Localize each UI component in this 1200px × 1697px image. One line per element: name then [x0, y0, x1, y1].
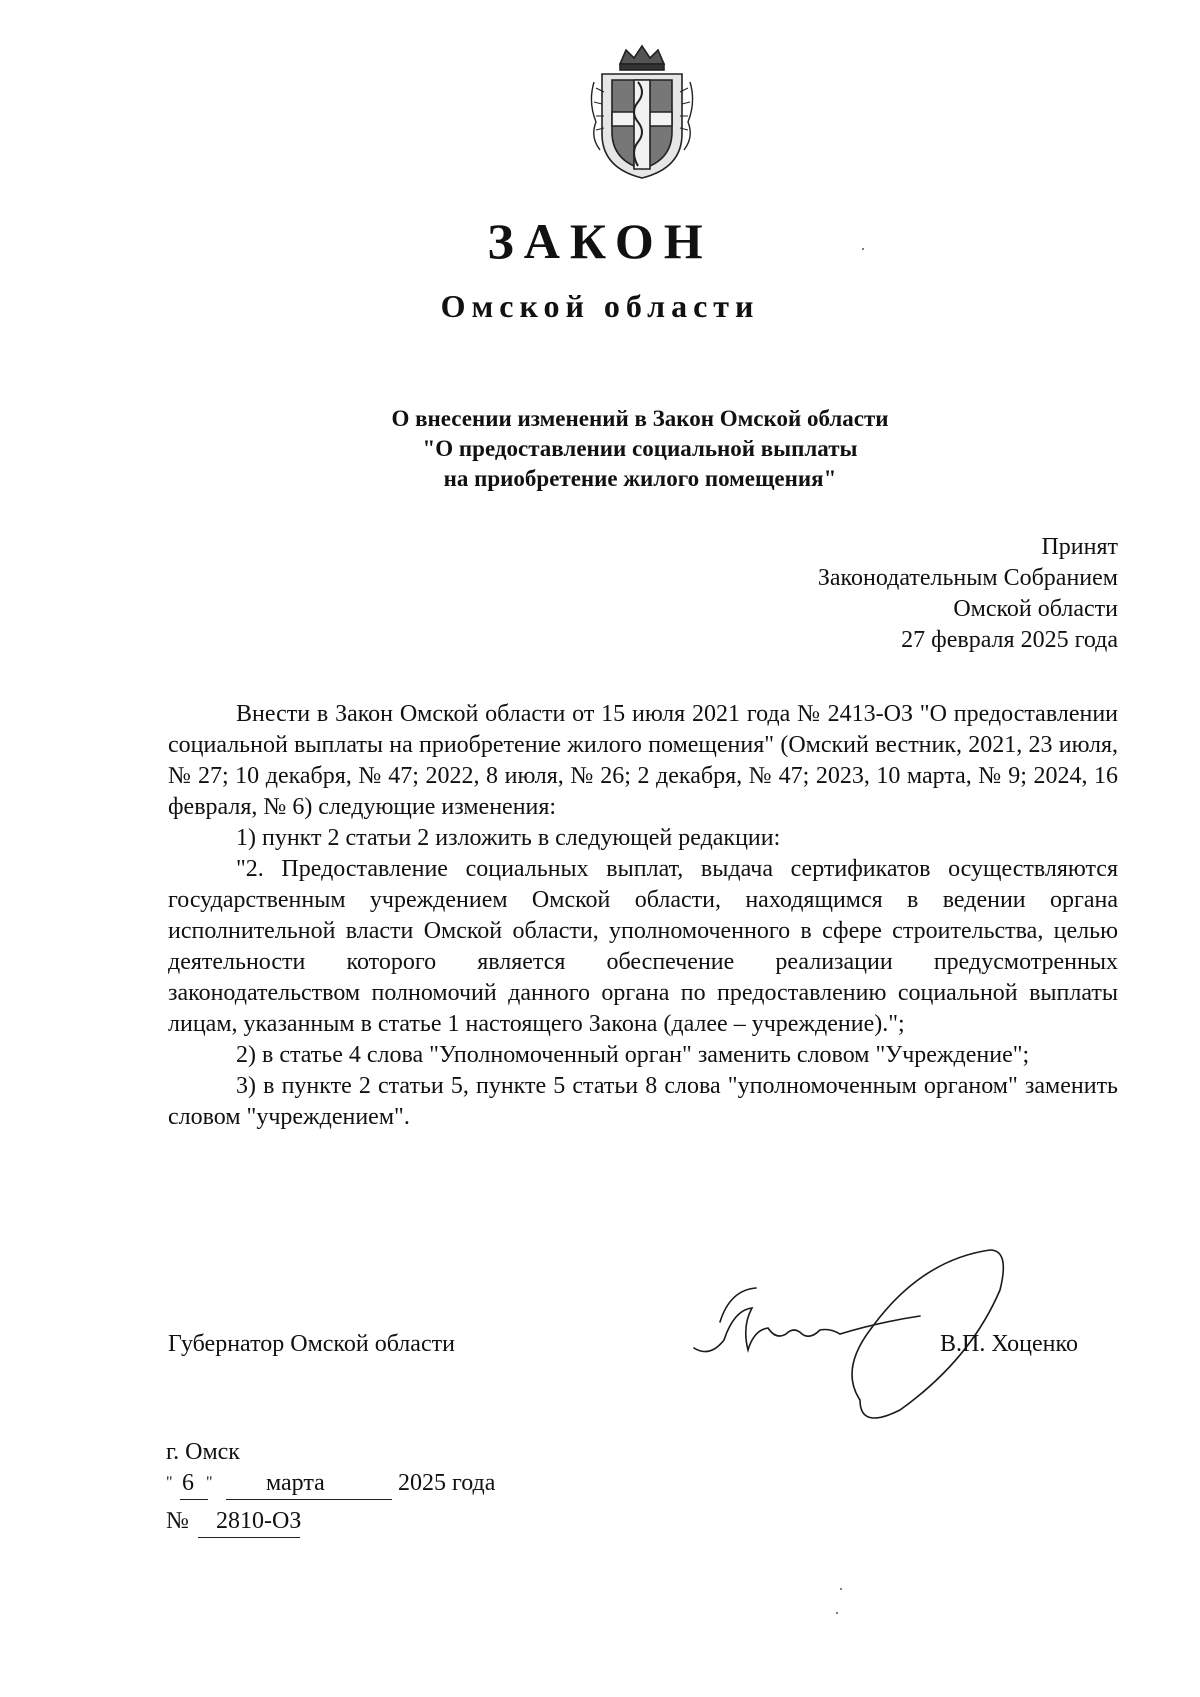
law-subject — [0, 404, 1200, 494]
date-day: 6 — [182, 1470, 194, 1496]
subject-line: О внесении изменений в Закон Омской области — [391, 406, 889, 431]
number-value: 2810-ОЗ — [216, 1508, 302, 1534]
scan-speck — [836, 1612, 838, 1614]
body-paragraph: "2. Предоставление социальных выплат, выдача сертификатов осуществляются государственным учреждением Омской области, находящимся в ведении органа исполнительной власти Омской области, уполномоченного в сфере строительства, целью деятельности которого является обеспечение реализации предусмотренных законодательством полномочий данного органа по предоставлению социальной выплаты лицам, указанным в статье 1 настоящего Закона (далее – учреждение)."; — [168, 856, 1118, 1037]
handwritten-signature-icon — [690, 1230, 1090, 1430]
adoption-line: Законодательным Собранием — [817, 565, 1118, 591]
adoption-line: Омской области — [953, 596, 1118, 622]
body-paragraph: Внести в Закон Омской области от 15 июля 2021 года № 2413-ОЗ "О предоставлении социальной выплаты на приобретение жилого помещения" (Омский вестник, 2021, 23 июля, № 27; 10 декабря, № 47; 2022, 8 июля, № 26; 2 декабря, № 47; 2023, 10 марта, № 9; 2024, 16 февраля, № 6) следующие изменения: — [168, 701, 1118, 820]
date-month: марта — [266, 1470, 325, 1496]
date-quote-close: " — [206, 1474, 213, 1491]
signatory-position: Губернатор Омской области — [168, 1331, 455, 1357]
law-title: ЗАКОН — [487, 213, 713, 269]
subject-line: на приобретение жилого помещения" — [443, 466, 837, 491]
month-underline — [226, 1499, 392, 1500]
number-underline — [198, 1537, 300, 1538]
law-number — [166, 1508, 366, 1542]
date-quote-open: " — [166, 1474, 173, 1491]
signing-date — [166, 1470, 586, 1504]
day-underline — [180, 1499, 208, 1500]
scan-speck — [862, 248, 864, 250]
adoption-note — [818, 532, 1118, 656]
number-sign: № — [166, 1508, 189, 1534]
body-paragraph: 3) в пункте 2 статьи 5, пункте 5 статьи 8 слова "уполномоченным органом" заменить словом "учреждением". — [168, 1073, 1118, 1130]
body-paragraph: 1) пункт 2 статьи 2 изложить в следующей редакции: — [236, 825, 781, 851]
signing-place: г. Омск — [166, 1439, 240, 1465]
adoption-date: 27 февраля 2025 года — [901, 627, 1118, 653]
omsk-oblast-coat-of-arms-icon — [582, 42, 702, 182]
law-region: Омской области — [440, 288, 760, 324]
subject-line: "О предоставлении социальной выплаты — [422, 436, 858, 461]
adoption-line: Принят — [1041, 534, 1118, 560]
law-body — [168, 699, 1118, 1133]
scan-speck — [840, 1588, 842, 1590]
date-year: 2025 года — [398, 1470, 496, 1496]
body-paragraph: 2) в статье 4 слова "Уполномоченный орган" заменить словом "Учреждение"; — [236, 1042, 1030, 1068]
signatory-name: В.П. Хоценко — [940, 1331, 1078, 1357]
